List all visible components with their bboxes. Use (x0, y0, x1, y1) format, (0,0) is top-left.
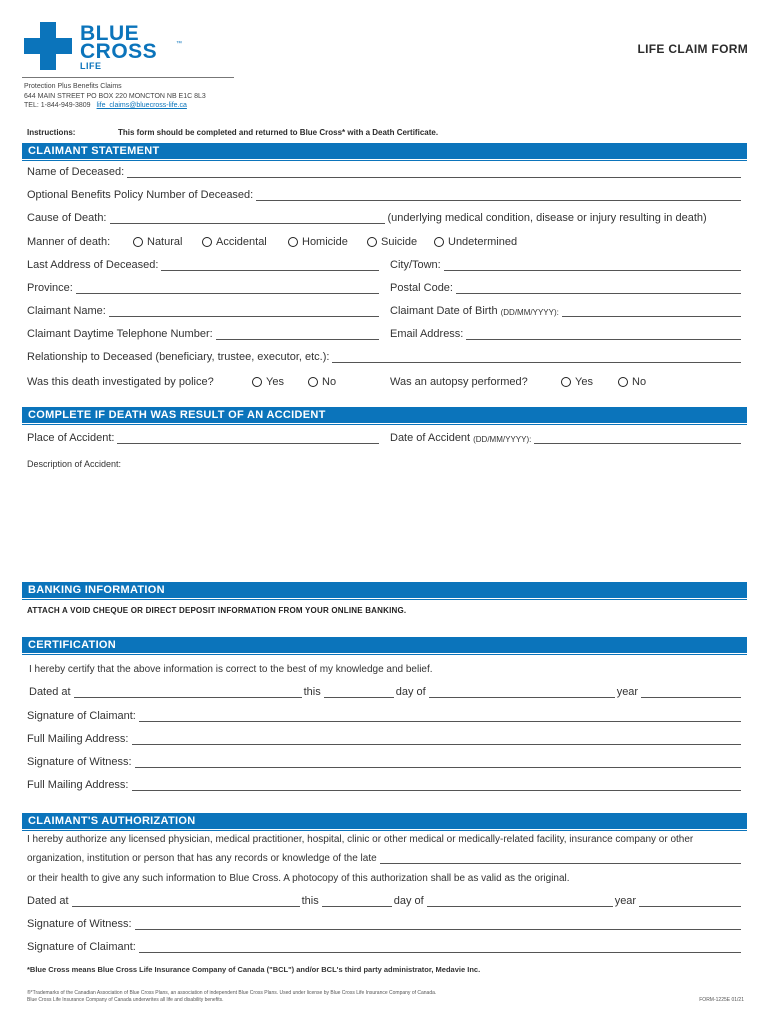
section-certification: CERTIFICATION (22, 637, 747, 653)
date-format-hint: (DD/MM/YYYY): (473, 435, 532, 444)
deceased-name-line[interactable] (380, 852, 741, 864)
trademark-note-2: Blue Cross Life Insurance Company of Canada underwrites all life and disability benefits. (27, 997, 224, 1003)
day-line[interactable] (324, 686, 394, 698)
input-line[interactable] (139, 710, 741, 722)
radio-circle-icon[interactable] (202, 237, 212, 247)
radio-undetermined[interactable]: Undetermined (434, 236, 517, 248)
name-of-deceased-field[interactable] (27, 166, 741, 178)
manner-of-death-label: Manner of death: (27, 236, 111, 248)
this-label: this (303, 686, 321, 698)
place-of-accident-field[interactable] (27, 432, 379, 444)
field-label: Signature of Claimant: (27, 710, 136, 722)
province-field[interactable] (27, 282, 379, 294)
radio-homicide[interactable]: Homicide (288, 236, 348, 248)
radio-circle-icon[interactable] (308, 377, 318, 387)
instructions-text: This form should be completed and returned to Blue Cross* with a Death Certificate. (118, 128, 439, 137)
input-line[interactable] (139, 941, 741, 953)
city-field[interactable] (390, 259, 741, 271)
radio-circle-icon[interactable] (618, 377, 628, 387)
address-line-1: Protection Plus Benefits Claims (24, 83, 122, 90)
cert-dated-row[interactable] (29, 686, 741, 698)
field-label: Name of Deceased: (27, 166, 125, 178)
this-label: this (301, 895, 319, 907)
cert-signature-claimant-field[interactable] (27, 710, 741, 722)
radio-circle-icon[interactable] (288, 237, 298, 247)
field-label: Optional Benefits Policy Number of Deceased: (27, 189, 254, 201)
input-line[interactable] (216, 328, 379, 340)
email-link[interactable]: life_claims@bluecross-life.ca (96, 102, 187, 109)
year-label: year (614, 895, 637, 907)
radio-accidental[interactable]: Accidental (202, 236, 267, 248)
form-title: LIFE CLAIM FORM (637, 42, 748, 56)
authorization-line-2[interactable] (27, 852, 741, 864)
autopsy-question: Was an autopsy performed? (390, 376, 528, 388)
description-of-accident-label: Description of Accident: (27, 459, 122, 469)
input-line[interactable] (161, 259, 379, 271)
input-line[interactable] (456, 282, 741, 294)
cert-mailing-address-2-field[interactable] (27, 779, 741, 791)
brand-line-1: BLUE (80, 22, 140, 45)
telephone-field[interactable] (27, 328, 379, 340)
input-line[interactable] (127, 166, 741, 178)
brand-line-3: LIFE (80, 61, 102, 71)
instructions-label: Instructions: (27, 128, 76, 137)
field-label: Claimant Date of Birth (390, 305, 498, 317)
dated-at-line[interactable] (72, 895, 300, 907)
field-label: Place of Accident: (27, 432, 115, 444)
input-line[interactable] (117, 432, 379, 444)
auth-signature-claimant-field[interactable] (27, 941, 741, 953)
year-label: year (616, 686, 639, 698)
field-label: Province: (27, 282, 73, 294)
field-label: Signature of Claimant: (27, 941, 136, 953)
input-line[interactable] (76, 282, 379, 294)
radio-police-no[interactable]: No (308, 376, 336, 388)
authorization-line-3: or their health to give any such information to Blue Cross. A photocopy of this authorization shall be as valid as the original. (27, 873, 570, 884)
cause-of-death-field[interactable] (27, 212, 741, 224)
date-format-hint: (DD/MM/YYYY): (500, 308, 559, 317)
phone-number: TEL: 1-844-949-3809 (24, 102, 91, 109)
section-authorization: CLAIMANT'S AUTHORIZATION (22, 813, 747, 829)
field-label: Postal Code: (390, 282, 453, 294)
input-line[interactable] (332, 351, 741, 363)
police-question: Was this death investigated by police? (27, 376, 214, 388)
input-line[interactable] (534, 432, 741, 444)
section-claimant-statement: CLAIMANT STATEMENT (22, 143, 747, 159)
month-line[interactable] (429, 686, 615, 698)
radio-circle-icon[interactable] (434, 237, 444, 247)
section-accident: COMPLETE IF DEATH WAS RESULT OF AN ACCIDENT (22, 407, 747, 423)
policy-number-field[interactable] (27, 189, 741, 201)
day-of-label: day of (393, 895, 424, 907)
radio-autopsy-yes[interactable]: Yes (561, 376, 593, 388)
field-label: Signature of Witness: (27, 918, 132, 930)
year-line[interactable] (641, 686, 741, 698)
dated-at-line[interactable] (74, 686, 302, 698)
auth-dated-row[interactable] (27, 895, 741, 907)
contact-line (24, 101, 187, 110)
input-line[interactable] (466, 328, 741, 340)
field-label: Full Mailing Address: (27, 733, 129, 745)
radio-natural[interactable]: Natural (133, 236, 182, 248)
field-label: Date of Accident (390, 432, 471, 444)
field-label: Claimant Name: (27, 305, 106, 317)
field-label: Claimant Daytime Telephone Number: (27, 328, 213, 340)
claimant-name-field[interactable] (27, 305, 379, 317)
dated-at-label: Dated at (27, 895, 69, 907)
field-label: Signature of Witness: (27, 756, 132, 768)
brand-line-2: CROSS (80, 40, 158, 63)
radio-autopsy-no[interactable]: No (618, 376, 646, 388)
input-line[interactable] (135, 918, 741, 930)
day-of-label: day of (395, 686, 426, 698)
address-line-2: 644 MAIN STREET PO BOX 220 MONCTON NB E1C 8L3 (24, 93, 206, 100)
field-label: Full Mailing Address: (27, 779, 129, 791)
radio-suicide[interactable]: Suicide (367, 236, 417, 248)
date-of-accident-field[interactable] (390, 432, 741, 444)
year-line[interactable] (639, 895, 741, 907)
trademark-note-1: ®*Trademarks of the Canadian Association of Blue Cross Plans, an association of independent Blue Cross Plans. Used under license by Blue Cross Life Insurance Company of Canada. (27, 990, 437, 996)
banking-note: ATTACH A VOID CHEQUE OR DIRECT DEPOSIT INFORMATION FROM YOUR ONLINE BANKING. (27, 606, 407, 615)
description-of-accident-area[interactable] (27, 474, 741, 574)
field-label: Cause of Death: (27, 212, 107, 224)
input-line[interactable] (132, 733, 742, 745)
month-line[interactable] (427, 895, 613, 907)
input-line[interactable] (562, 305, 741, 317)
radio-circle-icon[interactable] (133, 237, 143, 247)
input-line[interactable] (109, 305, 379, 317)
dated-at-label: Dated at (29, 686, 71, 698)
header-divider (22, 77, 234, 78)
claimant-dob-field[interactable] (390, 305, 741, 317)
input-line[interactable] (256, 189, 741, 201)
authorization-text: organization, institution or person that has any records or knowledge of the late (27, 853, 377, 864)
blue-cross-logo-icon (22, 20, 74, 72)
cert-signature-witness-field[interactable] (27, 756, 741, 768)
cause-hint: (underlying medical condition, disease or injury resulting in death) (387, 212, 707, 224)
field-label: Relationship to Deceased (beneficiary, trustee, executor, etc.): (27, 351, 330, 363)
form-code: FORM-1225E 01/21 (699, 997, 744, 1003)
postal-code-field[interactable] (390, 282, 741, 294)
input-line[interactable] (132, 779, 742, 791)
input-line[interactable] (110, 212, 385, 224)
last-address-field[interactable] (27, 259, 379, 271)
radio-police-yes[interactable]: Yes (252, 376, 284, 388)
cert-mailing-address-1-field[interactable] (27, 733, 741, 745)
trademark-symbol: ™ (176, 41, 182, 47)
day-line[interactable] (322, 895, 392, 907)
authorization-line-1: I hereby authorize any licensed physician, medical practitioner, hospital, clinic or other medical or medically-related facility, insurance company or other (27, 834, 694, 845)
field-label: Email Address: (390, 328, 464, 340)
radio-circle-icon[interactable] (367, 237, 377, 247)
input-line[interactable] (444, 259, 741, 271)
radio-circle-icon[interactable] (561, 377, 571, 387)
certification-statement: I hereby certify that the above information is correct to the best of my knowledge and belief. (29, 664, 433, 675)
field-label: Last Address of Deceased: (27, 259, 159, 271)
input-line[interactable] (135, 756, 741, 768)
blue-cross-definition: *Blue Cross means Blue Cross Life Insurance Company of Canada ("BCL") and/or BCL's third party administrator, Medavie Inc. (27, 965, 481, 974)
field-label: City/Town: (390, 259, 441, 271)
section-banking: BANKING INFORMATION (22, 582, 747, 598)
radio-circle-icon[interactable] (252, 377, 262, 387)
auth-signature-witness-field[interactable] (27, 918, 741, 930)
email-address-field[interactable] (390, 328, 741, 340)
relationship-field[interactable] (27, 351, 741, 363)
